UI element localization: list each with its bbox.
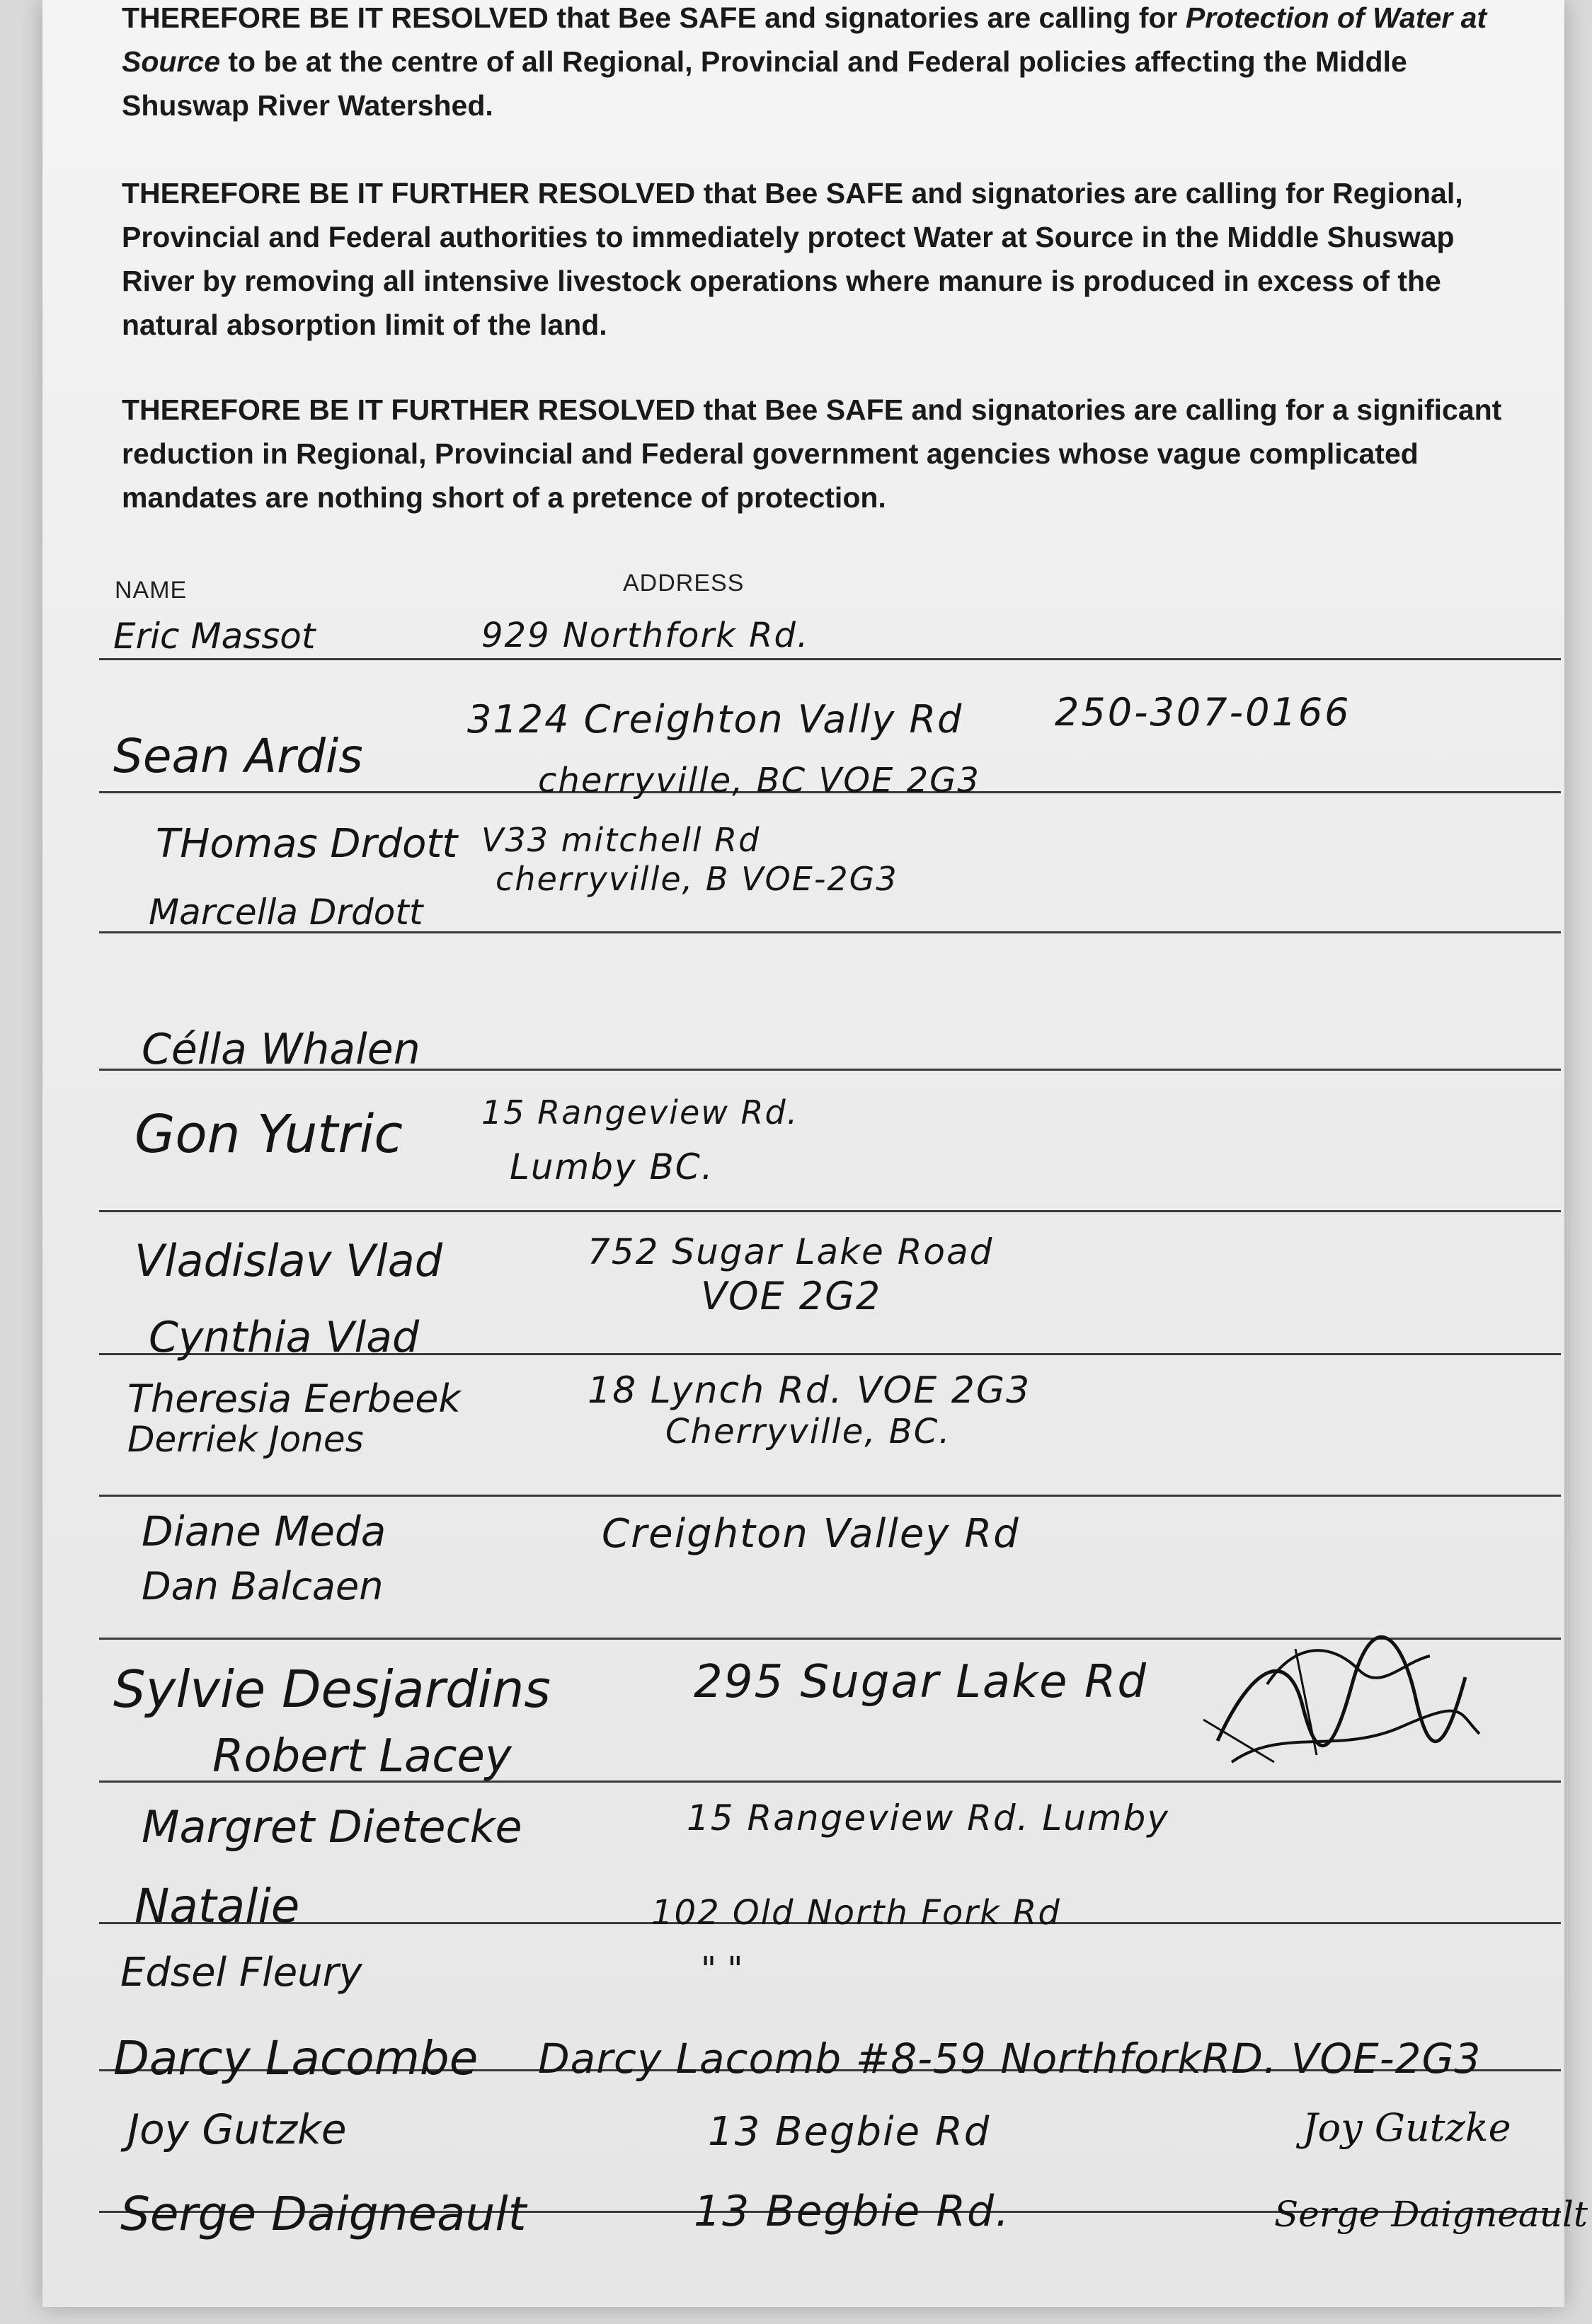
entry-6-name-2: Cynthia Vlad (149, 1313, 420, 1362)
resolution-3-text: that Bee SAFE and signatories are calling for a significant reduction in Regional, Provincial and Federal government agencies whose vague complicated mandates are nothing short of a pretence of protection. (122, 393, 1502, 514)
entry-14-address: 13 Begbie Rd. (694, 2187, 1011, 2236)
ruled-line-7 (99, 1495, 1561, 1497)
resolution-1 (122, 0, 1523, 127)
entry-2-address-line-2: cherryville, BC VOE 2G3 (538, 761, 980, 800)
entry-4-name: Célla Whalen (142, 1025, 420, 1074)
entry-5-name: Gon Yutric (134, 1104, 403, 1165)
entry-14-name: Serge Daigneault (120, 2187, 527, 2241)
entry-6-address-line-2: VOE 2G2 (701, 1274, 882, 1318)
entry-7-address-line-2: Cherryville, BC. (665, 1412, 951, 1451)
entry-5-address-line-1: 15 Rangeview Rd. (481, 1093, 799, 1132)
entry-5-address-line-2: Lumby BC. (510, 1146, 714, 1187)
ruled-line-5 (99, 1210, 1561, 1212)
entry-14-signature: Serge Daigneault (1274, 2194, 1588, 2235)
entry-6-name-1: Vladislav Vlad (134, 1235, 443, 1287)
resolution-2-lead: THEREFORE BE IT FURTHER RESOLVED (122, 177, 696, 209)
entry-13-signature: Joy Gutzke (1302, 2105, 1511, 2150)
entry-8-name-1: Diane Meda (142, 1507, 386, 1555)
entry-13-name: Joy Gutzke (127, 2105, 347, 2153)
entry-11-address-line-1: 102 Old North Fork Rd (651, 1893, 1061, 1933)
entry-6-address-line-1: 752 Sugar Lake Road (588, 1231, 994, 1272)
entry-13-address: 13 Begbie Rd (708, 2109, 991, 2155)
entry-3-name-2: Marcella Drdott (149, 892, 423, 933)
entry-2-phone: 250-307-0166 (1055, 690, 1351, 735)
entry-9-name-2: Robert Lacey (212, 1730, 512, 1783)
entry-1-name: Eric Massot (113, 616, 316, 657)
entry-2-address-line-1: 3124 Creighton Vally Rd (467, 697, 963, 742)
resolution-2 (122, 171, 1523, 347)
entry-9-address: 295 Sugar Lake Rd (694, 1656, 1147, 1708)
resolution-1-text-before: that Bee SAFE and signatories are calling for (548, 1, 1186, 34)
petition-sheet (42, 0, 1588, 2307)
entry-11-name-2: Edsel Fleury (120, 1950, 362, 1996)
entry-3-address-line-1: V33 mitchell Rd (481, 821, 761, 859)
entry-8-address: Creighton Valley Rd (602, 1511, 1020, 1557)
resolution-1-lead: THEREFORE BE IT RESOLVED (122, 1, 549, 34)
entry-11-address-line-2: " " (701, 1950, 743, 1989)
address-column-label: ADDRESS (623, 570, 745, 597)
name-column-label: NAME (115, 577, 188, 604)
resolution-1-text-after: to be at the centre of all Regional, Provincial and Federal policies affecting the Middle Shuswap River Watershed. (122, 45, 1407, 122)
resolution-2-text: that Bee SAFE and signatories are calling for Regional, Provincial and Federal authorities to immediately protect Water at Source in the Middle Shuswap River by removing all intensive livestock operations where manure is produced in excess of the natural absorption limit of the land. (122, 177, 1463, 341)
entry-7-name-1: Theresia Eerbeek (127, 1376, 461, 1421)
entry-9-signature-scribble (1189, 1621, 1487, 1776)
resolution-1-emphasis: Protection of Water at Source (122, 1, 1487, 78)
entry-11-name-1: Natalie (134, 1879, 300, 1933)
entry-10-name: Margret Dietecke (142, 1801, 522, 1853)
entry-8-name-2: Dan Balcaen (142, 1564, 384, 1609)
entry-7-name-2: Derriek Jones (127, 1419, 364, 1460)
entry-7-address-line-1: 18 Lynch Rd. VOE 2G3 (588, 1369, 1031, 1412)
entry-12-name: Darcy Lacombe (113, 2031, 479, 2086)
entry-2-name: Sean Ardis (113, 729, 363, 783)
entry-3-name-1: THomas Drdott (156, 821, 458, 867)
entry-12-address: Darcy Lacomb #8-59 NorthforkRD. VOE-2G3 (538, 2035, 1482, 2083)
entry-9-name-1: Sylvie Desjardins (113, 1659, 551, 1719)
entry-1-address: 929 Northfork Rd. (481, 616, 810, 655)
entry-3-address-line-2: cherryville, B VOE-2G3 (496, 860, 898, 898)
ruled-line-1 (99, 658, 1561, 660)
resolution-3-lead: THEREFORE BE IT FURTHER RESOLVED (122, 393, 696, 426)
entry-10-address: 15 Rangeview Rd. Lumby (687, 1797, 1169, 1839)
resolution-3 (122, 388, 1523, 519)
